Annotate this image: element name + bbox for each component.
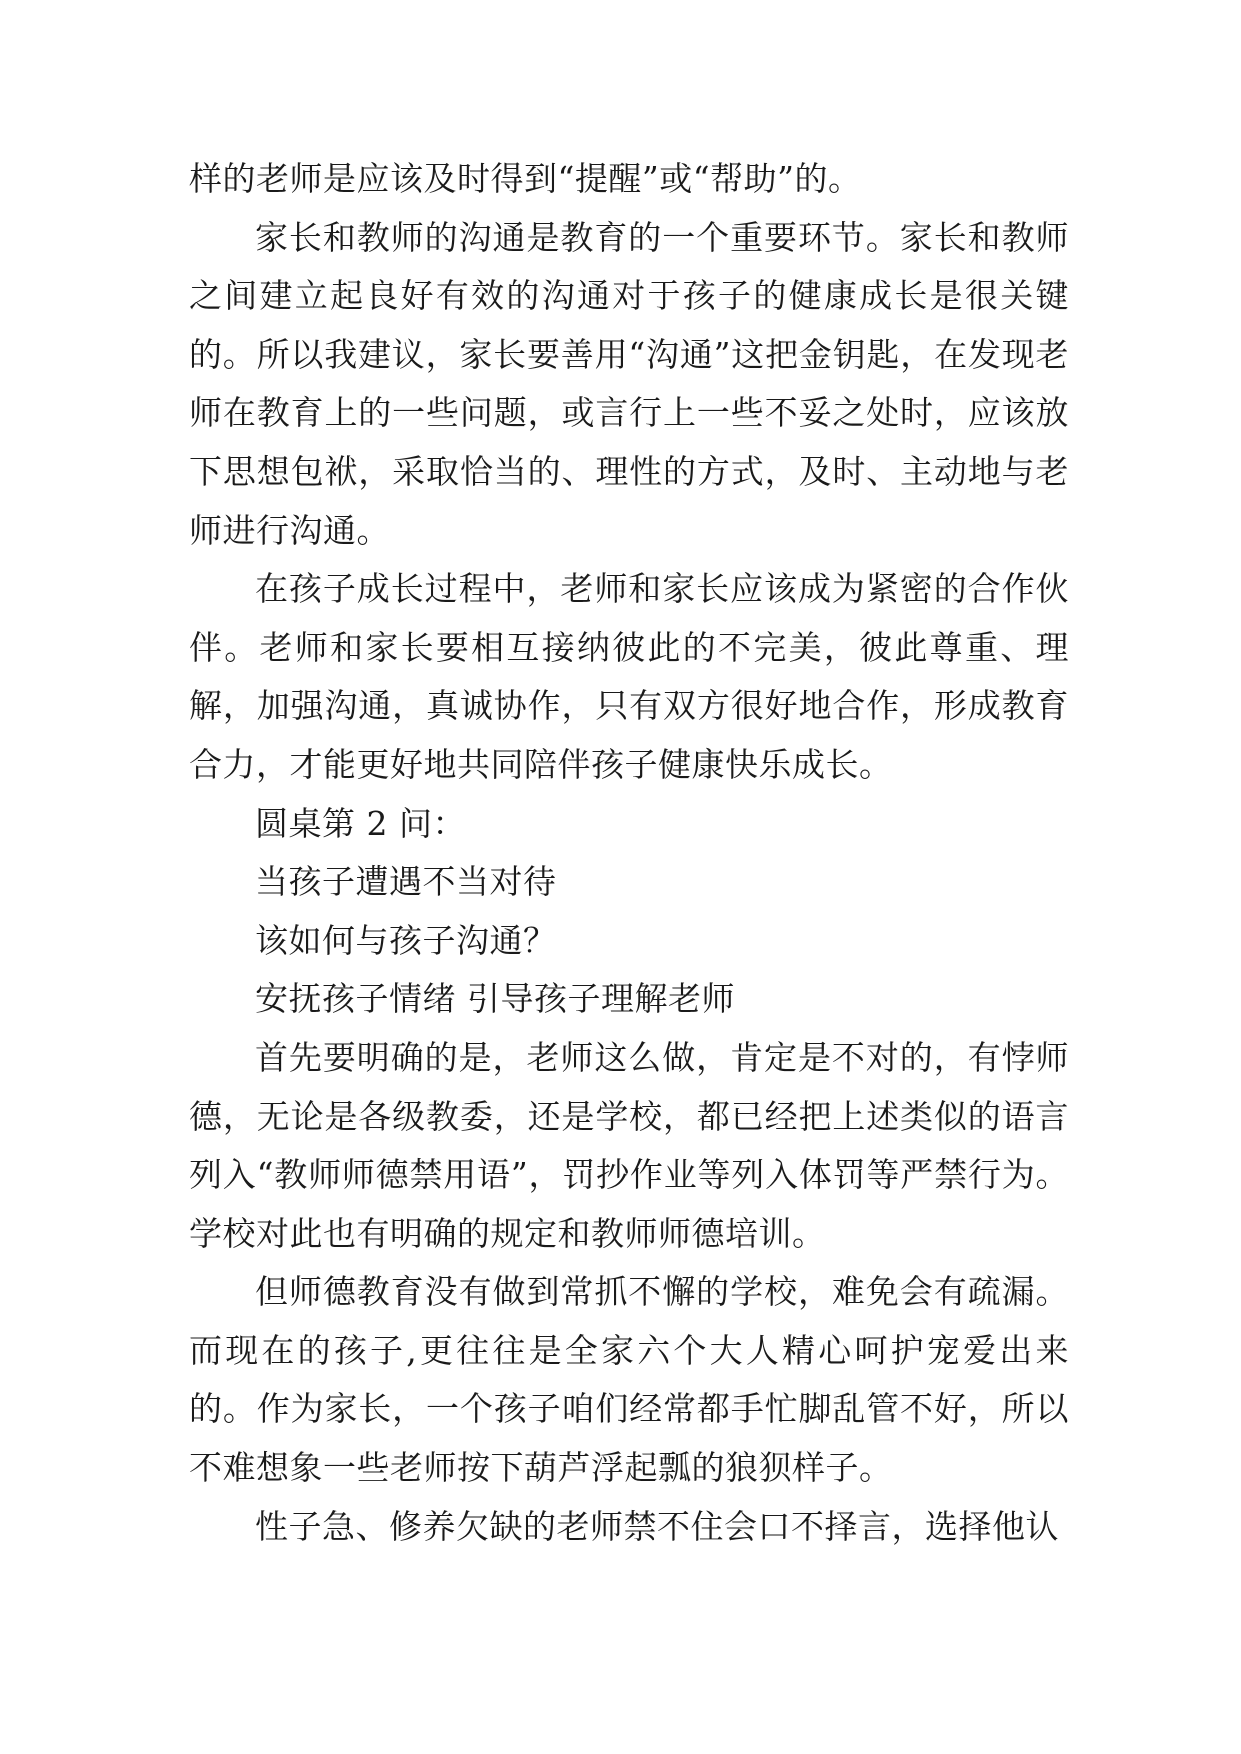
document-body [189, 150, 1069, 1556]
paragraph-continuation: 样的老师是应该及时得到“提醒”或“帮助”的。 [189, 159, 862, 198]
paragraph-impatient-teacher: 性子急、修养欠缺的老师禁不住会口不择言，选择他认 [255, 1506, 1059, 1546]
paragraph-school-oversight: 但师德教育没有做到常抓不懈的学校，难免会有疏漏。而现在的孩子,更往往是全家六个大人精心呵护宠爱出来的。作为家长，一个孩子咱们经常都手忙脚乱管不好，所以不难想象一些老师按下葫芦浮起瓢的狼狈样子。 [189, 1272, 1069, 1488]
section-heading-question: 圆桌第 2 问： [255, 803, 466, 843]
paragraph-teacher-ethics: 首先要明确的是，老师这么做，肯定是不对的，有悖师德，无论是各级教委，还是学校，都已经把上述类似的语言列入“教师师德禁用语”，罚抄作业等列入体罚等严禁行为。学校对此也有明确的规定和教师师德培训。 [189, 1037, 1069, 1253]
section-heading-line-4: 安抚孩子情绪 引导孩子理解老师 [255, 979, 735, 1019]
section-heading-line-2: 当孩子遭遇不当对待 [255, 862, 557, 902]
paragraph-communication: 家长和教师的沟通是教育的一个重要环节。家长和教师之间建立起良好有效的沟通对于孩子的健康成长是很关键的。所以我建议，家长要善用“沟通”这把金钥匙，在发现老师在教育上的一些问题，或言行上一些不妥之处时，应该放下思想包袱，采取恰当的、理性的方式，及时、主动地与老师进行沟通。 [189, 217, 1069, 550]
paragraph-partnership: 在孩子成长过程中，老师和家长应该成为紧密的合作伙伴。老师和家长要相互接纳彼此的不完美，彼此尊重、理解，加强沟通，真诚协作，只有双方很好地合作，形成教育合力，才能更好地共同陪伴孩子健康快乐成长。 [189, 569, 1069, 784]
section-heading-line-3: 该如何与孩子沟通？ [255, 920, 557, 960]
